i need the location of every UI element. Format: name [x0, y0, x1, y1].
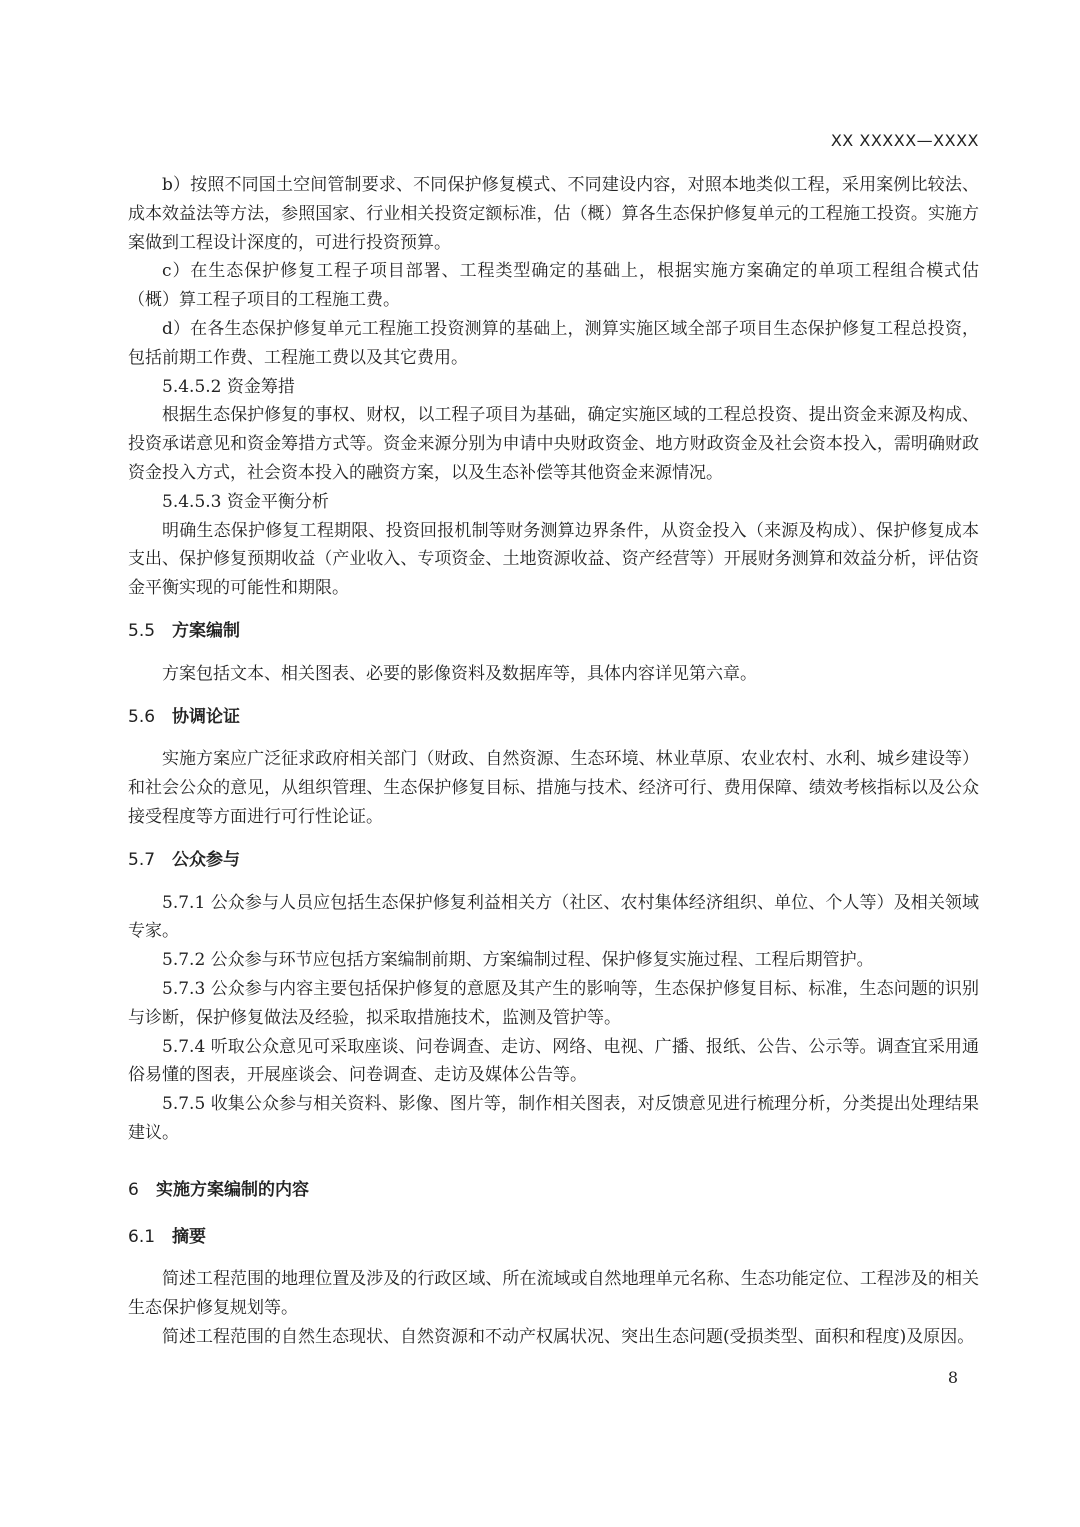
- paragraph-5-7-2: 5.7.2 公众参与环节应包括方案编制前期、方案编制过程、保护修复实施过程、工程后期管护。: [162, 950, 874, 971]
- section-number: 5.6: [128, 706, 156, 727]
- paragraph-5-7-4: 5.7.4 听取公众意见可采取座谈、问卷调查、走访、网络、电视、广播、报纸、公告、公示等。调查宜采用通俗易懂的图表，开展座谈会、问卷调查、走访及媒体公告等。: [128, 1036, 979, 1086]
- section-title: 摘要: [172, 1226, 206, 1247]
- paragraph-item-c: c）在生态保护修复工程子项目部署、工程类型确定的基础上，根据实施方案确定的单项工程组合模式估（概）算工程子项目的工程施工费。: [128, 261, 979, 311]
- chapter-title: 实施方案编制的内容: [156, 1179, 309, 1200]
- document-id-header: XX XXXXX—XXXX: [830, 131, 979, 150]
- paragraph-balance-analysis: 明确生态保护修复工程期限、投资回报机制等财务测算边界条件，从资金投入（来源及构成）、保护修复成本支出、保护修复预期收益（产业收入、专项资金、土地资源收益、资产经营等）开展财务测算和效益分析，评估资金平衡实现的可能性和期限。: [128, 520, 979, 599]
- section-title: 协调论证: [172, 706, 240, 727]
- paragraph-item-b: b）按照不同国土空间管制要求、不同保护修复模式、不同建设内容，对照本地类似工程，采用案例比较法、成本效益法等方法，参照国家、行业相关投资定额标准，估（概）算各生态保护修复单元的工程施工投资。实施方案做到工程设计深度的，可进行投资预算。: [128, 175, 979, 253]
- chapter-heading-6: [128, 1176, 979, 1205]
- paragraph-6-1-a: 简述工程范围的地理位置及涉及的行政区域、所在流域或自然地理单元名称、生态功能定位、工程涉及的相关生态保护修复规划等。: [128, 1269, 979, 1319]
- section-number: 5.5: [128, 620, 156, 641]
- section-title: 公众参与: [172, 849, 240, 870]
- page-body: [128, 171, 979, 1352]
- section-heading-5-5: [128, 617, 979, 646]
- section-heading-5-6: [128, 703, 979, 732]
- paragraph-5-7-5: 5.7.5 收集公众参与相关资料、影像、图片等，制作相关图表，对反馈意见进行梳理分析，分类提出处理结果建议。: [128, 1094, 979, 1143]
- page-number: 8: [947, 1368, 958, 1387]
- paragraph-6-1-b: 简述工程范围的自然生态现状、自然资源和不动产权属状况、突出生态问题(受损类型、面积和程度)及原因。: [162, 1326, 975, 1347]
- subsection-heading-5453: 5.4.5.3 资金平衡分析: [162, 491, 329, 512]
- section-heading-6-1: [128, 1223, 979, 1252]
- paragraph-5-7-3: 5.7.3 公众参与内容主要包括保护修复的意愿及其产生的影响等，生态保护修复目标、标准，生态问题的识别与诊断，保护修复做法及经验，拟采取措施技术，监测及管护等。: [128, 978, 979, 1028]
- section-number: 5.7: [128, 849, 156, 870]
- paragraph-5-5: 方案包括文本、相关图表、必要的影像资料及数据库等，具体内容详见第六章。: [162, 663, 757, 684]
- paragraph-5-6: 实施方案应广泛征求政府相关部门（财政、自然资源、生态环境、林业草原、农业农村、水利、城乡建设等）和社会公众的意见，从组织管理、生态保护修复目标、措施与技术、经济可行、费用保障、绩效考核指标以及公众接受程度等方面进行可行性论证。: [128, 749, 979, 827]
- paragraph-5-7-1: 5.7.1 公众参与人员应包括生态保护修复利益相关方（社区、农村集体经济组织、单位、个人等）及相关领域专家。: [128, 892, 979, 942]
- paragraph-item-d: d）在各生态保护修复单元工程施工投资测算的基础上，测算实施区域全部子项目生态保护修复工程总投资，包括前期工作费、工程施工费以及其它费用。: [128, 318, 979, 368]
- section-number: 6.1: [128, 1226, 156, 1247]
- subsection-heading-5452: 5.4.5.2 资金筹措: [162, 376, 295, 397]
- chapter-number: 6: [128, 1179, 139, 1200]
- paragraph-funding: 根据生态保护修复的事权、财权，以工程子项目为基础，确定实施区域的工程总投资、提出资金来源及构成、投资承诺意见和资金筹措方式等。资金来源分别为申请中央财政资金、地方财政资金及社会资本投入，需明确财政资金投入方式，社会资本投入的融资方案，以及生态补偿等其他资金来源情况。: [128, 405, 979, 483]
- section-title: 方案编制: [172, 620, 240, 641]
- section-heading-5-7: [128, 846, 979, 875]
